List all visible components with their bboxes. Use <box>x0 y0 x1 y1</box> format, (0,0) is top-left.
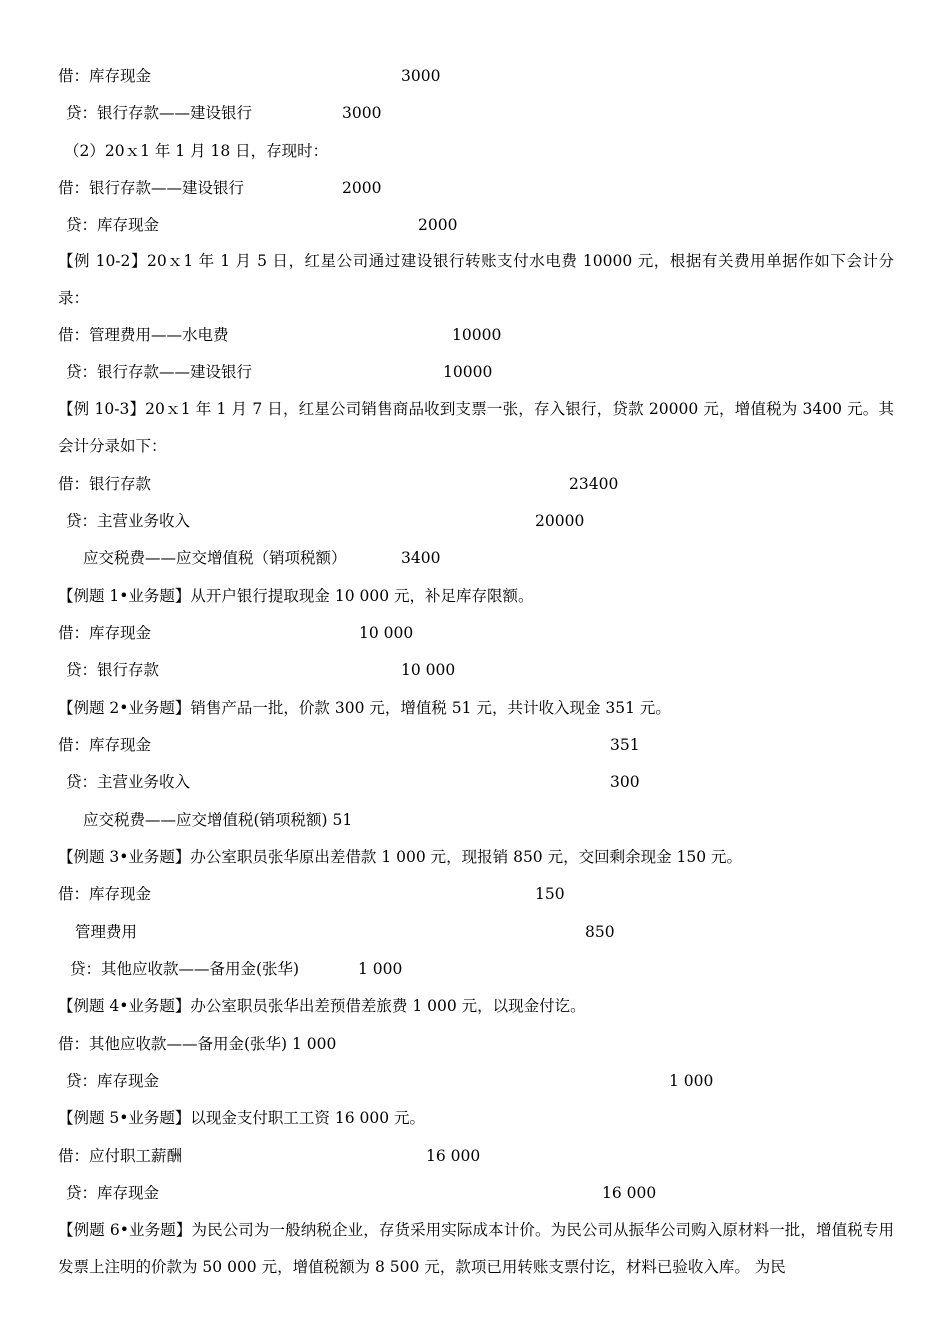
step-heading: （2）20ｘ1 年 1 月 18 日，存现时： <box>64 142 329 160</box>
entry-amount: 150 <box>535 885 565 903</box>
entry-line-credit: 贷：主营业务收入 <box>66 512 191 530</box>
entry-amount: 3000 <box>401 67 441 85</box>
example-heading: 【例题 4•业务题】办公室职员张华出差预借差旅费 1 000 元，以现金付讫。 <box>58 997 586 1015</box>
example-heading: 【例题 3•业务题】办公室职员张华原出差借款 1 000 元，现报销 850 元，交回剩余现金 150 元。 <box>58 848 743 866</box>
example-paragraph: 【例题 6•业务题】为民公司为一般纳税企业，存货采用实际成本计价。为民公司从振华公司购入原材料一批，增值税专用发票上注明的价款为 50 000 元，增值税额为 8 500 元，款项已用转账支票付讫，材料已验收入库。 为民 <box>58 1221 894 1276</box>
entry-line-debit: 借：其他应收款——备用金(张华) 1 000 <box>58 1035 337 1053</box>
example-heading: 【例题 5•业务题】以现金支付职工工资 16 000 元。 <box>58 1109 426 1127</box>
entry-line-credit: 贷：银行存款——建设银行 <box>66 104 253 122</box>
entry-line-debit: 管理费用 <box>75 923 138 941</box>
entry-line-credit: 贷：库存现金 <box>66 216 160 234</box>
entry-line-debit: 借：库存现金 <box>58 624 152 642</box>
entry-line-credit: 应交税费——应交增值税（销项税额） <box>83 549 347 567</box>
example-paragraph: 【例 10-2】20ｘ1 年 1 月 5 日，红星公司通过建设银行转账支付水电费 10000 元，根据有关费用单据作如下会计分录： <box>58 252 894 307</box>
entry-amount: 10 000 <box>401 661 456 679</box>
entry-line-debit: 借：银行存款 <box>58 475 152 493</box>
entry-amount: 16 000 <box>602 1184 657 1202</box>
entry-amount: 16 000 <box>426 1147 481 1165</box>
entry-line-credit: 应交税费——应交增值税(销项税额) 51 <box>83 811 353 829</box>
entry-amount: 1 000 <box>358 960 403 978</box>
entry-line-debit: 借：库存现金 <box>58 885 152 903</box>
entry-amount: 2000 <box>418 216 458 234</box>
entry-line-credit: 贷：库存现金 <box>66 1184 160 1202</box>
entry-line-debit: 借：应付职工薪酬 <box>58 1147 183 1165</box>
entry-amount: 1 000 <box>669 1072 714 1090</box>
example-heading: 【例题 2•业务题】销售产品一批，价款 300 元，增值税 51 元，共计收入现金 351 元。 <box>58 699 671 717</box>
entry-line-debit: 借：库存现金 <box>58 67 152 85</box>
entry-line-credit: 贷：银行存款——建设银行 <box>66 363 253 381</box>
entry-amount: 10000 <box>443 363 493 381</box>
entry-amount: 351 <box>610 736 640 754</box>
entry-amount: 300 <box>610 773 640 791</box>
entry-amount: 3400 <box>401 549 441 567</box>
entry-line-credit: 贷：银行存款 <box>66 661 160 679</box>
entry-line-debit: 借：管理费用——水电费 <box>58 326 229 344</box>
entry-amount: 20000 <box>535 512 585 530</box>
entry-line-debit: 借：库存现金 <box>58 736 152 754</box>
entry-amount: 10000 <box>452 326 502 344</box>
entry-amount: 850 <box>585 923 615 941</box>
example-paragraph: 【例 10-3】20ｘ1 年 1 月 7 日，红星公司销售商品收到支票一张，存入银行，贷款 20000 元，增值税为 3400 元。其会计分录如下： <box>58 400 894 455</box>
entry-amount: 23400 <box>569 475 619 493</box>
entry-amount: 2000 <box>342 179 382 197</box>
entry-amount: 10 000 <box>359 624 414 642</box>
example-heading: 【例题 1•业务题】从开户银行提取现金 10 000 元，补足库存限额。 <box>58 587 534 605</box>
entry-line-credit: 贷：主营业务收入 <box>66 773 191 791</box>
entry-line-debit: 借：银行存款——建设银行 <box>58 179 245 197</box>
entry-line-credit: 贷：库存现金 <box>66 1072 160 1090</box>
entry-line-credit: 贷：其他应收款——备用金(张华) <box>70 960 300 978</box>
entry-amount: 3000 <box>342 104 382 122</box>
